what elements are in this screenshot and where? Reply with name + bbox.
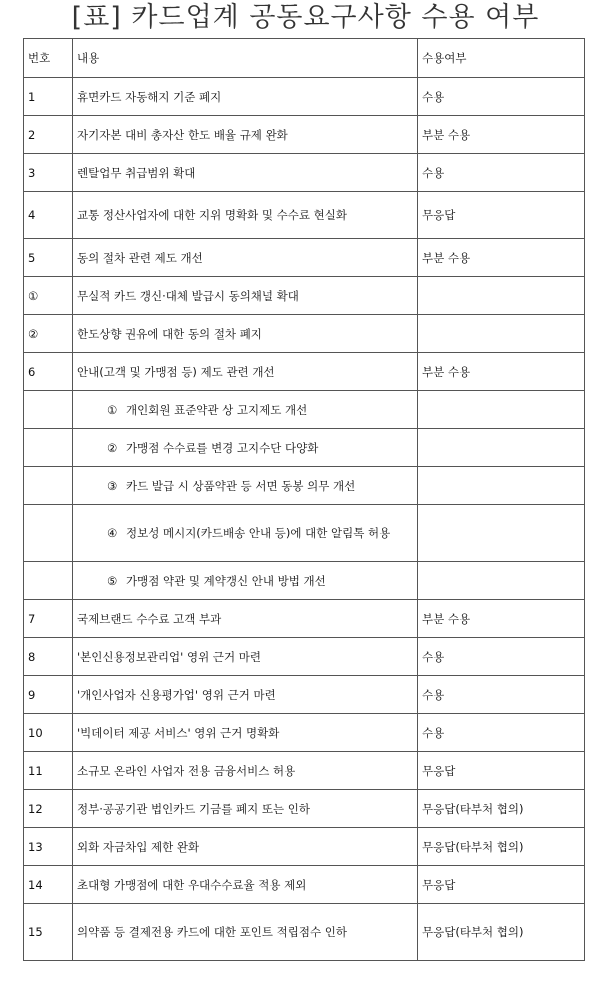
header-no: 번호 <box>24 39 73 78</box>
sub-item-marker: ④ <box>107 526 118 540</box>
table-row <box>24 429 585 467</box>
table-row <box>24 239 585 277</box>
row-content: 의약품 등 결제전용 카드에 대한 포인트 적립점수 인하 <box>73 904 418 961</box>
row-content <box>73 505 418 562</box>
row-acceptance <box>418 429 585 467</box>
requirements-table <box>23 38 585 961</box>
row-acceptance: 수용 <box>418 78 585 116</box>
row-content: 소규모 온라인 사업자 전용 금융서비스 허용 <box>73 752 418 790</box>
table-body <box>24 39 585 961</box>
row-acceptance: 무응답(타부처 협의) <box>418 904 585 961</box>
sub-item-text: 카드 발급 시 상품약관 등 서면 동봉 의무 개선 <box>126 478 356 493</box>
row-number <box>24 505 73 562</box>
table-row <box>24 638 585 676</box>
row-number: 15 <box>24 904 73 961</box>
row-content: 국제브랜드 수수료 고객 부과 <box>73 600 418 638</box>
header-acceptance: 수용여부 <box>418 39 585 78</box>
row-acceptance: 부분 수용 <box>418 239 585 277</box>
table-row <box>24 315 585 353</box>
table-row <box>24 154 585 192</box>
sub-item-marker: ③ <box>107 478 118 493</box>
table-row <box>24 192 585 239</box>
row-acceptance: 무응답(타부처 협의) <box>418 790 585 828</box>
row-number: 1 <box>24 78 73 116</box>
table-row <box>24 391 585 429</box>
row-acceptance: 수용 <box>418 638 585 676</box>
row-content: '개인사업자 신용평가업' 영위 근거 마련 <box>73 676 418 714</box>
row-acceptance: 부분 수용 <box>418 116 585 154</box>
header-content: 내용 <box>73 39 418 78</box>
row-number: 9 <box>24 676 73 714</box>
row-acceptance <box>418 562 585 600</box>
row-acceptance: 무응답 <box>418 192 585 239</box>
row-number: 6 <box>24 353 73 391</box>
table-row <box>24 752 585 790</box>
row-number: 8 <box>24 638 73 676</box>
table-row <box>24 676 585 714</box>
row-number <box>24 391 73 429</box>
row-acceptance: 무응답 <box>418 866 585 904</box>
row-number: 12 <box>24 790 73 828</box>
row-content <box>73 562 418 600</box>
table-row <box>24 353 585 391</box>
row-acceptance: 부분 수용 <box>418 600 585 638</box>
row-acceptance <box>418 391 585 429</box>
row-content: 동의 절차 관련 제도 개선 <box>73 239 418 277</box>
sub-item-marker: ② <box>107 440 118 455</box>
row-content: 한도상향 권유에 대한 동의 절차 폐지 <box>73 315 418 353</box>
row-number <box>24 429 73 467</box>
row-content: 초대형 가맹점에 대한 우대수수료율 적용 제외 <box>73 866 418 904</box>
table-row <box>24 790 585 828</box>
row-content: 렌탈업무 취급범위 확대 <box>73 154 418 192</box>
row-content: 안내(고객 및 가맹점 등) 제도 관련 개선 <box>73 353 418 391</box>
row-content <box>73 429 418 467</box>
sub-item-text: 가맹점 약관 및 계약갱신 안내 방법 개선 <box>126 573 326 588</box>
header-row <box>24 39 585 78</box>
row-acceptance: 무응답(타부처 협의) <box>418 828 585 866</box>
table-row <box>24 505 585 562</box>
row-acceptance: 수용 <box>418 676 585 714</box>
table-row <box>24 562 585 600</box>
table-row <box>24 78 585 116</box>
row-number: 11 <box>24 752 73 790</box>
page-title: [표] 카드업계 공동요구사항 수용 여부 <box>71 2 540 33</box>
row-content: 교통 정산사업자에 대한 지위 명확화 및 수수료 현실화 <box>73 192 418 239</box>
table-row <box>24 467 585 505</box>
row-number: 13 <box>24 828 73 866</box>
row-acceptance <box>418 505 585 562</box>
row-acceptance <box>418 467 585 505</box>
sub-item-text: 정보성 메시지(카드배송 안내 등)에 대한 알림톡 허용 <box>126 526 391 540</box>
sub-item-text: 개인회원 표준약관 상 고지제도 개선 <box>126 402 308 417</box>
table-row <box>24 714 585 752</box>
sub-item-marker: ① <box>107 402 118 417</box>
table-row <box>24 116 585 154</box>
row-acceptance <box>418 315 585 353</box>
row-number <box>24 467 73 505</box>
row-content: 무실적 카드 갱신·대체 발급시 동의채널 확대 <box>73 277 418 315</box>
row-content: 정부·공공기관 법인카드 기금를 폐지 또는 인하 <box>73 790 418 828</box>
row-acceptance <box>418 277 585 315</box>
row-content: '빅데이터 제공 서비스' 영위 근거 명확화 <box>73 714 418 752</box>
row-number: 5 <box>24 239 73 277</box>
row-number: ① <box>24 277 73 315</box>
table-row <box>24 277 585 315</box>
row-content <box>73 391 418 429</box>
row-number <box>24 562 73 600</box>
row-number: ② <box>24 315 73 353</box>
row-number: 14 <box>24 866 73 904</box>
row-number: 3 <box>24 154 73 192</box>
sub-item-marker: ⑤ <box>107 573 118 588</box>
sub-item-text: 가맹점 수수료를 변경 고지수단 다양화 <box>126 440 319 455</box>
row-content: 휴면카드 자동해지 기준 폐지 <box>73 78 418 116</box>
row-number: 7 <box>24 600 73 638</box>
row-content: 자기자본 대비 총자산 한도 배율 규제 완화 <box>73 116 418 154</box>
table-row <box>24 828 585 866</box>
row-number: 2 <box>24 116 73 154</box>
row-number: 10 <box>24 714 73 752</box>
row-acceptance: 수용 <box>418 154 585 192</box>
row-acceptance: 부분 수용 <box>418 353 585 391</box>
row-acceptance: 수용 <box>418 714 585 752</box>
row-number: 4 <box>24 192 73 239</box>
table-row <box>24 866 585 904</box>
table-row <box>24 904 585 961</box>
row-content: 외화 자금차입 제한 완화 <box>73 828 418 866</box>
row-acceptance: 무응답 <box>418 752 585 790</box>
table-row <box>24 600 585 638</box>
row-content: '본인신용정보관리업' 영위 근거 마련 <box>73 638 418 676</box>
row-content <box>73 467 418 505</box>
